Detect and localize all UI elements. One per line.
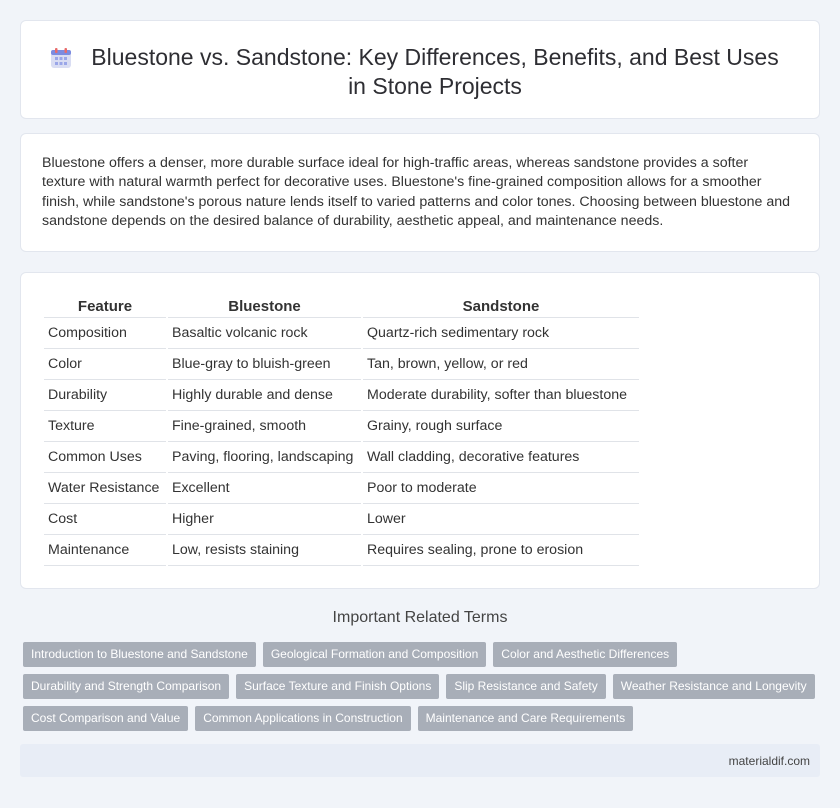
table-row — [44, 380, 639, 411]
cell-bluestone: Low, resists staining — [168, 535, 361, 566]
cell-sandstone: Poor to moderate — [363, 473, 639, 504]
table-row — [44, 535, 639, 566]
header-feature: Feature — [44, 296, 166, 318]
cell-sandstone: Tan, brown, yellow, or red — [363, 349, 639, 380]
cell-sandstone: Grainy, rough surface — [363, 411, 639, 442]
header-bluestone: Bluestone — [168, 296, 361, 318]
cell-feature: Color — [44, 349, 166, 380]
cell-feature: Composition — [44, 318, 166, 349]
cell-feature: Water Resistance — [44, 473, 166, 504]
related-term-tag[interactable]: Durability and Strength Comparison — [23, 674, 229, 699]
cell-bluestone: Fine-grained, smooth — [168, 411, 361, 442]
related-term-tag[interactable]: Common Applications in Construction — [195, 706, 410, 731]
related-term-tag[interactable]: Geological Formation and Composition — [263, 642, 486, 667]
tag-row — [23, 642, 820, 667]
cell-feature: Maintenance — [44, 535, 166, 566]
header-sandstone: Sandstone — [363, 296, 639, 318]
table-row — [44, 349, 639, 380]
related-term-tag[interactable]: Surface Texture and Finish Options — [236, 674, 439, 699]
related-terms-list — [20, 642, 820, 738]
related-term-tag[interactable]: Cost Comparison and Value — [23, 706, 188, 731]
related-term-tag[interactable]: Slip Resistance and Safety — [446, 674, 605, 699]
footer-site-link[interactable]: materialdif.com — [728, 754, 810, 768]
cell-bluestone: Basaltic volcanic rock — [168, 318, 361, 349]
comparison-card — [20, 272, 820, 589]
related-term-tag[interactable]: Color and Aesthetic Differences — [493, 642, 677, 667]
table-row — [44, 411, 639, 442]
related-term-tag[interactable]: Introduction to Bluestone and Sandstone — [23, 642, 256, 667]
table-row — [44, 473, 639, 504]
related-term-tag[interactable]: Weather Resistance and Longevity — [613, 674, 815, 699]
footer — [20, 744, 820, 777]
intro-card — [20, 133, 820, 252]
cell-bluestone: Excellent — [168, 473, 361, 504]
cell-bluestone: Paving, flooring, landscaping — [168, 442, 361, 473]
intro-paragraph: Bluestone offers a denser, more durable surface ideal for high-traffic areas, whereas sandstone provides a softer texture with natural warmth perfect for decorative uses. Bluestone's fine-grained composition allows for a smoother finish, while sandstone's porous nature lends itself to varied patterns and color tones. Choosing between bluestone and sandstone depends on the desired balance of durability, aesthetic appeal, and maintenance needs. — [42, 155, 791, 230]
comparison-table — [42, 296, 641, 566]
related-term-tag[interactable]: Maintenance and Care Requirements — [418, 706, 633, 731]
cell-sandstone: Wall cladding, decorative features — [363, 442, 639, 473]
related-terms-title: Important Related Terms — [332, 609, 508, 626]
table-row — [44, 318, 639, 349]
table-row — [44, 504, 639, 535]
table-header-row — [44, 296, 639, 318]
cell-sandstone: Requires sealing, prone to erosion — [363, 535, 639, 566]
cell-feature: Common Uses — [44, 442, 166, 473]
tag-row — [23, 706, 820, 731]
cell-sandstone: Lower — [363, 504, 639, 535]
cell-feature: Texture — [44, 411, 166, 442]
page-title: Bluestone vs. Sandstone: Key Differences, Benefits, and Best Uses in Stone Projects — [91, 44, 779, 99]
cell-feature: Durability — [44, 380, 166, 411]
cell-feature: Cost — [44, 504, 166, 535]
cell-bluestone: Highly durable and dense — [168, 380, 361, 411]
tag-row — [23, 674, 820, 699]
cell-bluestone: Blue-gray to bluish-green — [168, 349, 361, 380]
title-card — [20, 20, 820, 119]
table-row — [44, 442, 639, 473]
cell-sandstone: Quartz-rich sedimentary rock — [363, 318, 639, 349]
cell-sandstone: Moderate durability, softer than bluestone — [363, 380, 639, 411]
cell-bluestone: Higher — [168, 504, 361, 535]
